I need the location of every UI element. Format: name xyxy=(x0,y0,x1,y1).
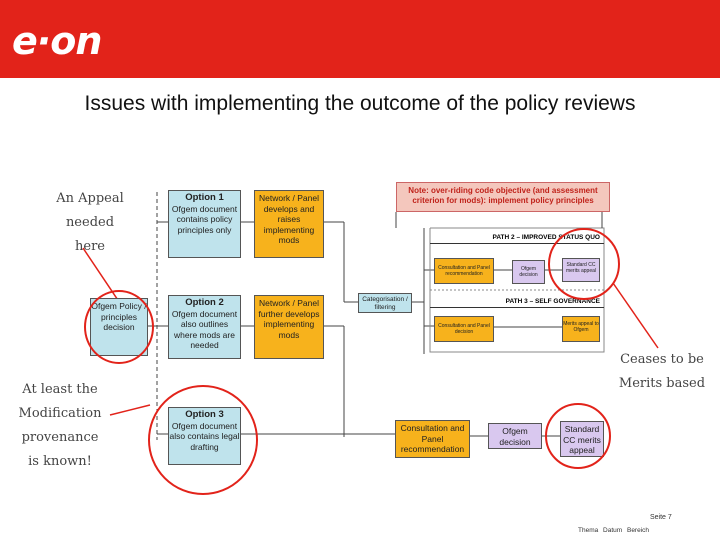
path3-consultation-text: Consultation and Panel decision xyxy=(438,323,490,335)
network-further-text: Network / Panel further develops implementing mods xyxy=(258,298,320,340)
option1-text: Ofgem document contains policy principles only xyxy=(171,203,238,235)
option1-box xyxy=(168,190,241,258)
option2-text: Ofgem document also outlines where mods are needed xyxy=(171,308,238,350)
path2-standard-text: Standard CC merits appeal xyxy=(565,262,596,274)
option1-heading: Option 1 xyxy=(185,192,224,203)
bottom-standard-text: Standard CC merits appeal xyxy=(563,424,601,455)
bottom-ofgem-decision-text: Ofgem decision xyxy=(499,426,531,447)
option2-box xyxy=(168,295,241,359)
page-number: Seite 7 xyxy=(650,514,672,521)
eon-logo: e·on xyxy=(12,19,102,63)
highlight-circle-policy xyxy=(84,290,154,364)
path3-merits-text: Merits appeal to Ofgem xyxy=(563,321,599,333)
annotation-ceases-line1: Ceases to be xyxy=(620,352,704,367)
bottom-consultation-text: Consultation and Panel recommendation xyxy=(400,423,465,454)
annotation-appeal xyxy=(50,187,130,259)
annotation-provenance-line1: At least the xyxy=(22,382,98,397)
highlight-circle-bottom xyxy=(545,403,611,469)
slide-title: Issues with implementing the outcome of the policy reviews xyxy=(84,92,636,115)
path2-label: PATH 2 – IMPROVED STATUS QUO xyxy=(430,234,604,244)
annotation-provenance-line3: provenance xyxy=(21,430,99,445)
path3-merits-box xyxy=(562,316,600,342)
categorisation-box xyxy=(358,293,412,313)
bottom-consultation-box xyxy=(395,420,470,458)
annotation-ceases xyxy=(616,348,708,396)
bottom-ofgem-decision-box xyxy=(488,423,542,449)
path2-consultation-text: Consultation and Panel recommendation xyxy=(438,265,490,277)
network-develops-text: Network / Panel develops and raises implementing mods xyxy=(259,193,319,245)
path2-consultation-box xyxy=(434,258,494,284)
option3-text: Ofgem document also contains legal drafting xyxy=(169,420,240,452)
annotation-provenance-line4: is known! xyxy=(28,454,92,469)
option3-heading: Option 3 xyxy=(185,409,224,420)
annotation-ceases-line2: Merits based xyxy=(618,376,706,391)
annotation-provenance xyxy=(14,378,106,474)
option2-heading: Option 2 xyxy=(185,297,224,308)
highlight-circle-option3 xyxy=(148,385,258,495)
categorisation-text: Categorisation / filtering xyxy=(362,296,408,311)
path3-label: PATH 3 – SELF GOVERNANCE xyxy=(430,298,604,308)
annotation-appeal-line2: needed here xyxy=(65,215,115,254)
footer-meta: Thema Datum Bereich xyxy=(578,527,650,534)
highlight-circle-path2 xyxy=(548,228,620,300)
annotation-appeal-line1: An Appeal xyxy=(56,191,124,206)
note-box: Note: over-riding code objective (and assessment criterion for mods): implement policy principles xyxy=(396,182,610,212)
network-further-box xyxy=(254,295,324,359)
path2-ofgem-decision-box xyxy=(512,260,545,284)
annotation-provenance-line2: Modification xyxy=(18,406,102,421)
ofgem-policy-label: Ofgem Policy / principles decision xyxy=(91,301,147,332)
network-develops-box xyxy=(254,190,324,258)
path3-consultation-box xyxy=(434,316,494,342)
path2-ofgem-decision-text: Ofgem decision xyxy=(519,266,538,278)
